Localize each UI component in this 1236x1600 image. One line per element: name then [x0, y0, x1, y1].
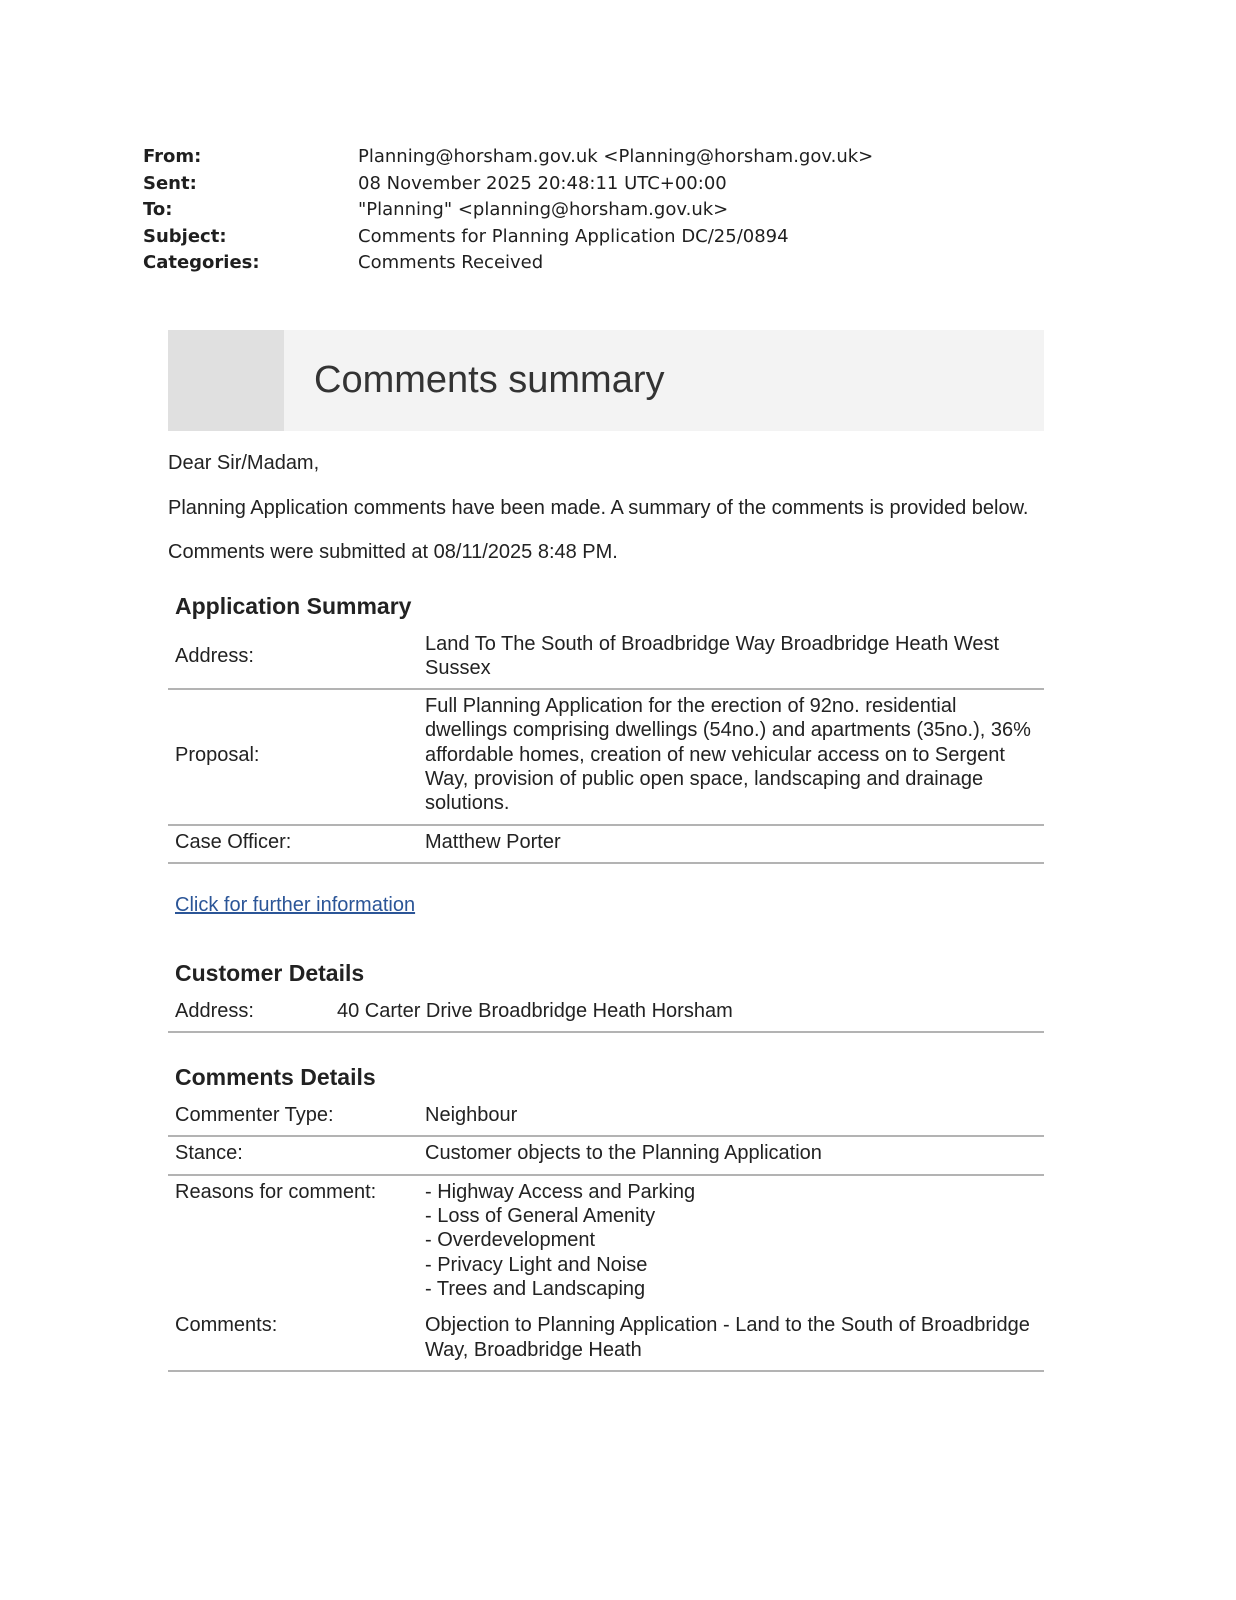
stance-label: Stance: [168, 1136, 418, 1174]
further-info-row [168, 893, 1044, 917]
case-officer-label: Case Officer: [168, 825, 418, 863]
subject-value: Comments for Planning Application DC/25/0894 [358, 225, 789, 247]
to-value: "Planning" <planning@horsham.gov.uk> [358, 199, 729, 220]
list-item: - Privacy Light and Noise [425, 1253, 648, 1276]
subject-label: Subject: [143, 225, 227, 247]
table-row [168, 825, 1044, 863]
categories-value: Comments Received [358, 252, 544, 273]
table-row [168, 689, 1044, 824]
proposal-value: Full Planning Application for the erection of 92no. residential dwellings comprising dwellings (54no.) and apartments (35no.), 36% affordable homes, creation of new vehicular access on to Sergent Way, provision of public open space, landscaping and drainage solutions. [418, 689, 1044, 824]
commenter-type-label: Commenter Type: [168, 1099, 418, 1136]
list-item: - Highway Access and Parking [425, 1180, 696, 1203]
reasons-list [425, 1180, 1037, 1301]
stance-value: Customer objects to the Planning Application [418, 1136, 1044, 1174]
list-item: - Trees and Landscaping [425, 1277, 646, 1300]
table-row [168, 1175, 1044, 1309]
customer-address-value: 40 Carter Drive Broadbridge Heath Horsham [330, 995, 1044, 1032]
sent-label: Sent: [143, 172, 197, 194]
customer-details-table [168, 995, 1044, 1033]
categories-label: Categories: [143, 252, 260, 273]
application-summary-table [168, 628, 1044, 864]
customer-address-label: Address: [168, 995, 330, 1032]
summary-banner [168, 330, 1044, 431]
greeting: Dear Sir/Madam, [168, 452, 320, 474]
to-label: To: [143, 199, 173, 220]
proposal-label: Proposal: [168, 689, 418, 824]
banner-accent-block [168, 330, 284, 431]
table-row [168, 1309, 1044, 1371]
page-title: Comments summary [314, 359, 665, 401]
table-row [168, 628, 1044, 690]
from-label: From: [143, 146, 202, 167]
comments-details-heading: Comments Details [175, 1064, 376, 1091]
sent-value: 08 November 2025 20:48:11 UTC+00:00 [358, 172, 727, 194]
table-row [168, 1099, 1044, 1136]
email-body [168, 330, 1044, 1372]
reasons-label: Reasons for comment: [175, 1180, 377, 1203]
intro-text: Planning Application comments have been made. A summary of the comments is provided below. [168, 496, 1029, 519]
from-value: Planning@horsham.gov.uk <Planning@horsham.gov.uk> [358, 146, 874, 167]
email-to-row [143, 197, 1093, 224]
email-subject-row [143, 224, 1093, 251]
submitted-text: Comments were submitted at 08/11/2025 8:48 PM. [168, 541, 618, 563]
list-item: - Loss of General Amenity [425, 1205, 656, 1228]
commenter-type-value: Neighbour [418, 1099, 1044, 1136]
email-from-row [143, 144, 1093, 171]
case-officer-value: Matthew Porter [418, 825, 1044, 863]
further-info-link[interactable]: Click for further information [175, 893, 416, 916]
table-row [168, 995, 1044, 1032]
table-row [168, 1136, 1044, 1174]
comments-value: Objection to Planning Application - Land to the South of Broadbridge Way, Broadbridge Heath [418, 1309, 1044, 1371]
comments-label: Comments: [168, 1309, 418, 1371]
email-categories-row [143, 250, 1093, 277]
app-address-label: Address: [168, 628, 418, 690]
comments-details-table [168, 1099, 1044, 1372]
email-sent-row [143, 171, 1093, 198]
application-summary-heading: Application Summary [175, 592, 412, 619]
email-header [143, 144, 1093, 277]
customer-details-heading: Customer Details [175, 959, 365, 986]
app-address-value: Land To The South of Broadbridge Way Broadbridge Heath West Sussex [418, 628, 1044, 690]
list-item: - Overdevelopment [425, 1229, 596, 1252]
reasons-value [418, 1175, 1044, 1309]
